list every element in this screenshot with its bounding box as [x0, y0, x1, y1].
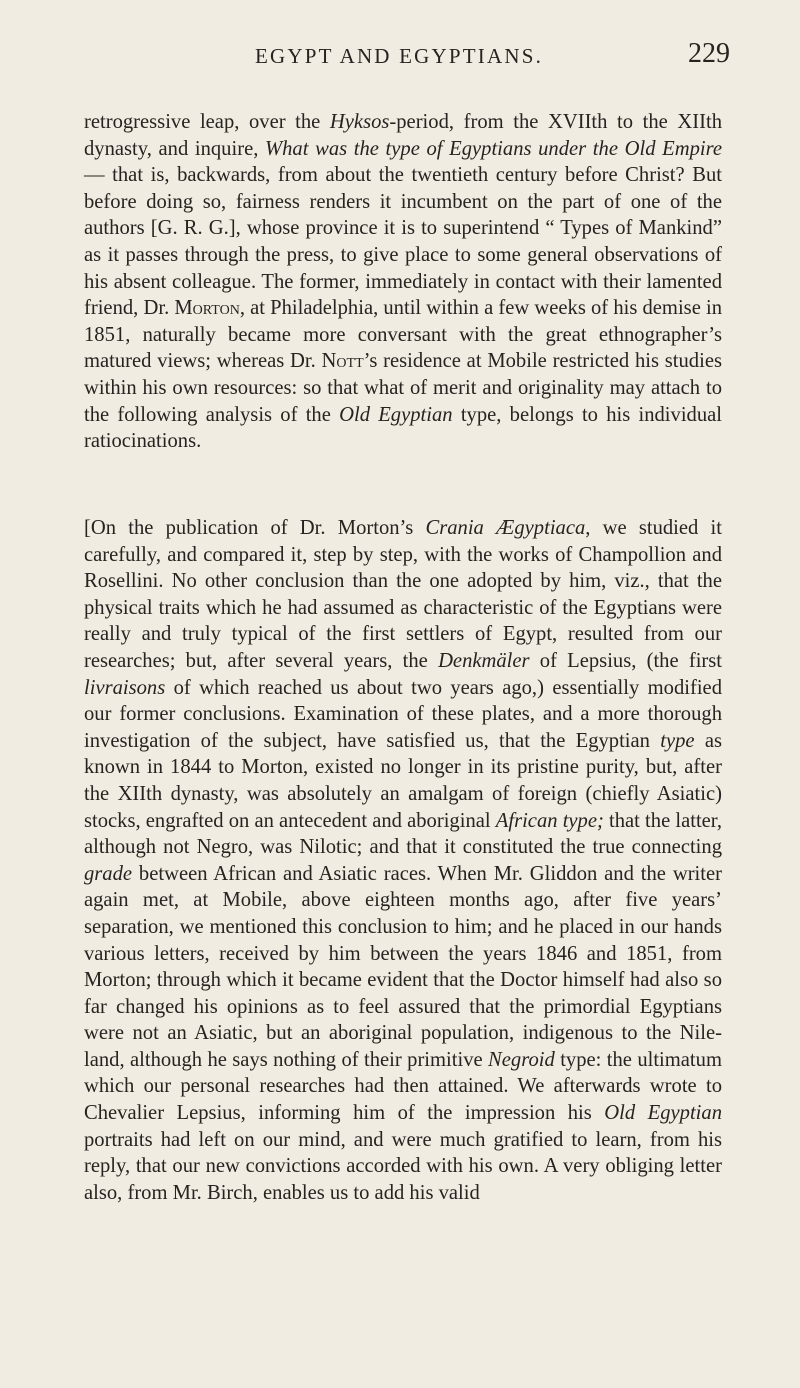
text-run: , we studied it carefully, and compared it, step by step, with the works of Champollion and Rosellini. No other conclusion than the one adopted by him, viz., that the physical traits which he had assumed as characteristic of the Egyptians were really and truly typical of the first settlers of Egypt, resulted from our researches; but, after several years, the — [84, 517, 722, 672]
text-run: -period, from the XVIIth to the XIIth dynasty, and inquire, — [84, 111, 723, 160]
text-run: type, belongs to his individual ratiocinations. — [84, 403, 722, 453]
paragraph-2-text — [84, 515, 722, 1206]
text-run: portraits had left on our mind, and were much gratified to learn, from his reply, that our new convictions accorded with his own. A very obliging letter also, from Mr. Birch, enables us to add his valid — [84, 1128, 722, 1204]
italic-term: livraisons — [84, 676, 166, 699]
text-run: type: the ultimatum which our personal researches had then attained. We afterwards wrote to Chevalier Lepsius, informing him of the impression his — [84, 1048, 722, 1125]
text-run: of Lepsius, (the first — [529, 649, 723, 672]
text-run: as known in 1844 to Morton, existed no longer in its pristine purity, but, after the XIIth dynasty, was absolutely an amalgam of foreign (chiefly Asiatic) stocks, engrafted on an antecedent and aboriginal — [84, 729, 722, 832]
name-smallcaps: Morton — [174, 297, 240, 320]
italic-question: What was the type of Egyptians under the Old Empire — [264, 137, 722, 160]
paragraph-1 — [84, 109, 722, 455]
text-run: retrogressive leap, over the — [84, 111, 330, 133]
name-smallcaps: Nott — [321, 350, 364, 373]
italic-term: Old Egyptian — [339, 403, 453, 426]
running-head: EGYPT AND EGYPTIANS. — [255, 44, 544, 68]
text-run: between African and Asiatic races. When Mr. Gliddon and the writer again met, at Mobile, above eighteen months ago, after five years’ separation, we mentioned this conclusion to him; and he placed in our hands various letters, received by him between the years 1846 and 1851, from Morton; through which it became evident that the Doctor himself had also so far changed his opinions as to feel assured that the primordial Egyptians were not an Asiatic, but an aboriginal population, indigenous to the Nile-land, although he says nothing of their primitive — [84, 862, 722, 1071]
italic-term: Negroid — [488, 1048, 555, 1071]
paragraph-1-text — [84, 109, 722, 455]
italic-term: grade — [84, 862, 133, 885]
italic-term: type — [660, 729, 695, 752]
italic-term: African type; — [495, 809, 604, 832]
italic-title: Crania Ægyptiaca — [425, 517, 586, 539]
text-run: — that is, backwards, from about the twentieth century before Christ? But before doing so, fairness renders it incumbent on the part of one of the authors [G. R. G.], whose province it is to superintend “ Types of Mankind” as it passes through the press, to give place to some general observations of his absent colleague. The former, immediately in contact with their lamented friend, Dr. — [84, 164, 722, 320]
text-run: [On the publication of Dr. Morton’s — [84, 517, 426, 539]
italic-title: Denkmäler — [438, 649, 530, 672]
text-run: that the latter, although not Negro, was Nilotic; and that it constituted the true connecting — [84, 809, 722, 859]
page-number: 229 — [688, 38, 730, 69]
paragraph-2 — [84, 515, 722, 1206]
text-run: ’s residence at Mobile restricted his studies within his own resources: so that what of merit and originality may attach to the following analysis of the — [84, 350, 722, 426]
italic-term: Hyksos — [329, 111, 390, 133]
text-run: , at Philadelphia, until within a few weeks of his demise in 1851, naturally became more conversant with the great ethnographer’s matured views; whereas Dr. — [84, 297, 722, 373]
text-run: of which reached us about two years ago,) essentially modified our former conclusions. Examination of these plates, and a more thorough investigation of the subject, have satisfied us, that the Egyptian — [84, 676, 722, 752]
italic-term: Old Egyptian — [604, 1102, 722, 1125]
